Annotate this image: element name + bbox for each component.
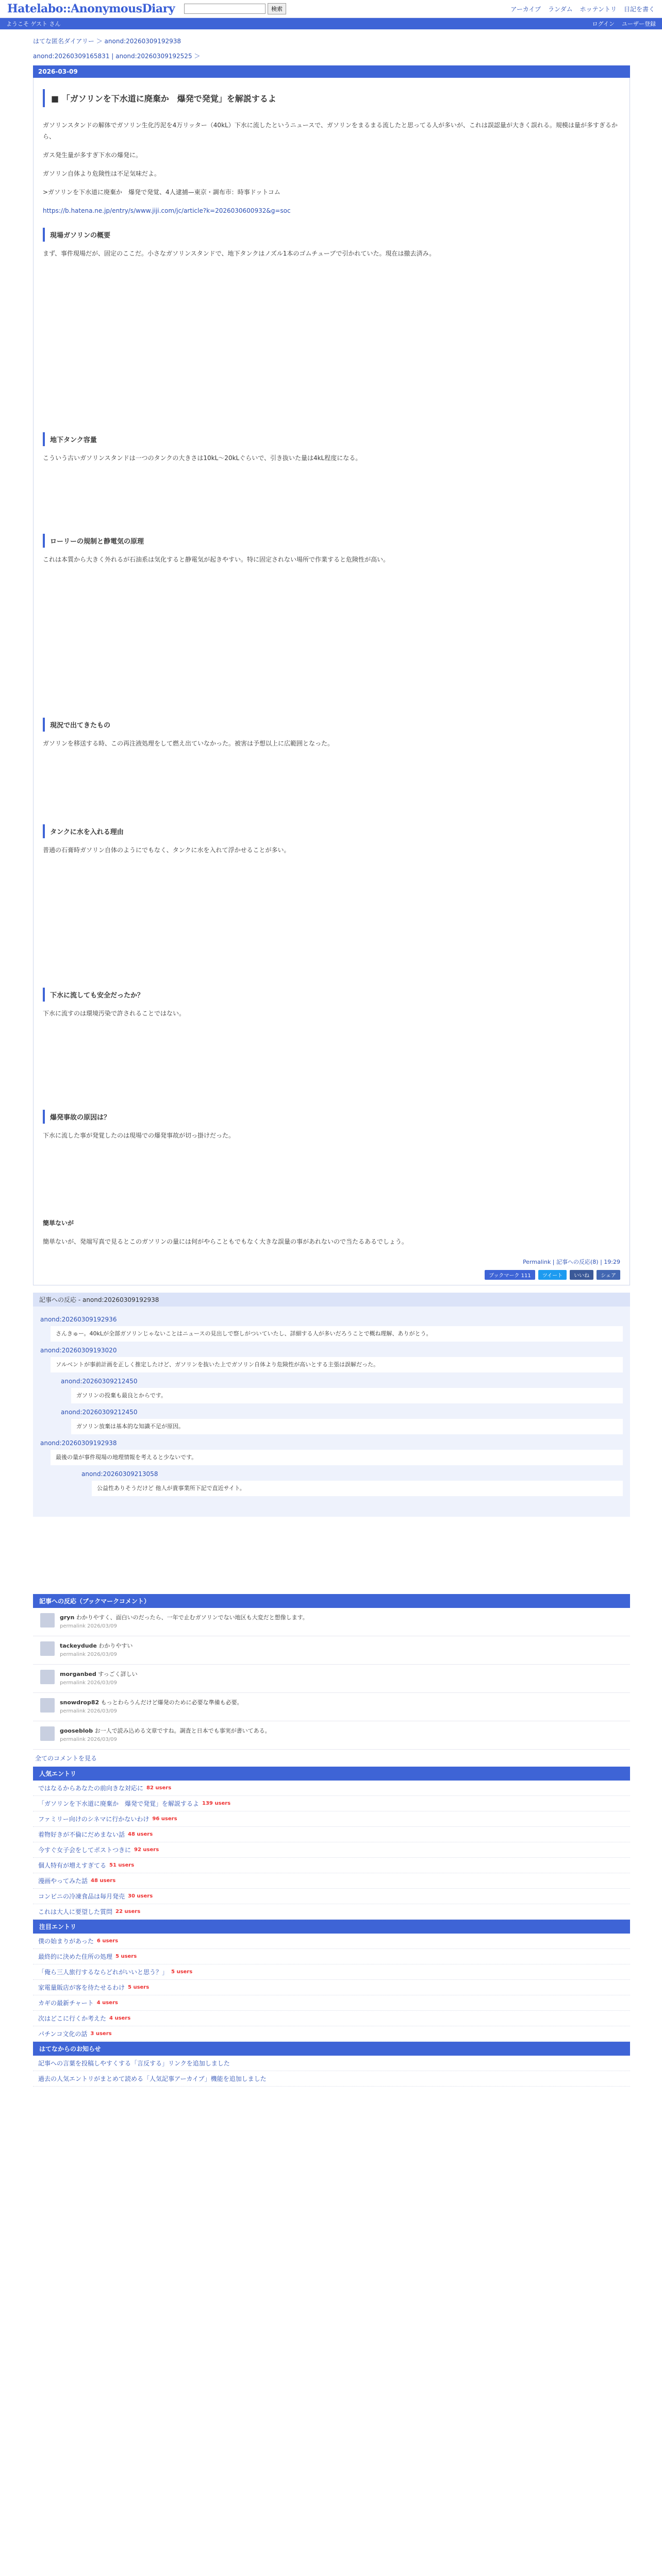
notable-item[interactable]: 次はどこに行くか考えた 4 users xyxy=(33,2011,630,2026)
popular-item[interactable]: 「ガソリンを下水道に廃棄か 爆発で発覚」を解説するよ 139 users xyxy=(33,1796,630,1811)
section-heading: 爆発事故の原因は？ xyxy=(43,1110,620,1124)
popular-item[interactable]: 個人特有が増えすぎてる 51 users xyxy=(33,1858,630,1873)
reactions-list xyxy=(33,1307,630,1517)
popular-item[interactable]: 今すぐ女子会をしてポストつきに 92 users xyxy=(33,1842,630,1858)
article-paragraph: >ガソリンを下水道に廃棄か 爆発で発覚、4人逮捕—東京・調布市：時事ドットコム xyxy=(43,189,280,196)
popular-item[interactable]: 漫画やってみた話 48 users xyxy=(33,1873,630,1889)
notable-item[interactable]: 僕の始まりがあった 6 users xyxy=(33,1934,630,1949)
reaction-item: anond:20260309212450 ガソリンの投棄も最良とからです。 xyxy=(61,1378,623,1403)
notable-item[interactable]: パチンコ文化の話 3 users xyxy=(33,2026,630,2042)
notable-item[interactable]: カギの最新チャート 4 users xyxy=(33,1995,630,2011)
popular-heading: 人気エントリ xyxy=(33,1767,630,1781)
popular-item[interactable]: コンビニの冷凍食品は毎月発売 30 users xyxy=(33,1889,630,1904)
article-footer xyxy=(43,1258,620,1266)
date-bar: 2026-03-09 xyxy=(33,65,630,78)
popular-list xyxy=(33,1781,630,1920)
top-link-archive[interactable]: アーカイブ xyxy=(510,5,541,13)
section-filler xyxy=(43,266,620,421)
section-text: まず、事件現場だが、固定のここだ。小さなガソリンスタンドで、地下タンクはノズル1本のゴムチューブで引かれていた。現在は撤去済み。 xyxy=(43,250,436,257)
site-logo[interactable]: Hatelabo::AnonymousDiary xyxy=(7,2,175,15)
bookmark-comment: snowdrop82 もっとわらうんだけど爆発のために必要な準備も必要。 permalink 2026/03/09 xyxy=(33,1693,630,1721)
notable-list xyxy=(33,1934,630,2042)
bookmark-comment: morganbed すっごく詳しい permalink 2026/03/09 xyxy=(33,1665,630,1693)
reactions-heading: 記事への反応 - anond:20260309192938 xyxy=(33,1293,630,1307)
popular-item[interactable]: これは大人に要望した質問 22 users xyxy=(33,1904,630,1920)
main-content xyxy=(33,65,630,2087)
section-text: 普通の石膏時ガソリン自体のようにでもなく、タンクに水を入れて浮かせることが多い。 xyxy=(43,846,290,854)
section-filler xyxy=(43,1148,620,1210)
closing-heading: 簡単ないが xyxy=(43,1219,74,1227)
reaction-item: anond:20260309192938 最後の量が事件現場の地理情報を考えると少ないです。 xyxy=(40,1439,623,1465)
section-heading: 現場ガソリンの概要 xyxy=(43,228,620,242)
bookmark-button[interactable]: ブックマーク 111 xyxy=(485,1270,535,1280)
section-heading: 現況で出てきたもの xyxy=(43,718,620,732)
notable-item[interactable]: 家電量販店が客を待たせるわけ 5 users xyxy=(33,1980,630,1995)
tweet-button[interactable]: ツイート xyxy=(538,1270,567,1280)
section-text: ガソリンを移送する時、この再注液処理をして燃え出ていなかった。被害は予想以上に広範囲となった。 xyxy=(43,740,334,747)
top-link-hotentry[interactable]: ホッテントリ xyxy=(580,5,617,13)
avatar xyxy=(40,1670,55,1684)
reaction-item: anond:20260309192936 さんきゅー。40kLが全部ガソリンじゃないことはニュースの見出しで察しがついていたし、詳細する人が多いだろうことで概ね理解、ありがとう。 xyxy=(40,1316,623,1342)
section-filler xyxy=(43,756,620,813)
closing-text: 簡単ないが、発端写真で見るとこのガソリンの量には何がやらこともでもなく大きな誤量の事があれないので当たるあるでしょう。 xyxy=(43,1238,408,1245)
all-comments-link[interactable]: 全てのコメントを見る xyxy=(35,1755,97,1762)
register-link[interactable]: ユーザー登録 xyxy=(622,21,656,27)
permalink[interactable]: Permalink | 記事への反応(8) | 19:29 xyxy=(523,1259,620,1265)
breadcrumb-link[interactable]: はてな匿名ダイアリー ＞ anond:20260309192938 xyxy=(33,38,181,45)
like-button[interactable]: いいね xyxy=(570,1270,593,1280)
welcome-text: ようこそ ゲスト さん xyxy=(6,21,61,27)
reaction-item: anond:20260309212450 ガソリン放棄は基本的な知識不足が原因。 xyxy=(61,1409,623,1434)
bookmark-comment: gryn わかりやすく、面白いのだったら、一年で止むガソリンでない地区も大変だと想像します。 permalink 2026/03/09 xyxy=(33,1608,630,1636)
search-input[interactable] xyxy=(184,4,266,14)
popular-item[interactable]: ファミリー向けのシネマに行かないわけ 96 users xyxy=(33,1811,630,1827)
bookmark-comment: tackeydude わかりやすい permalink 2026/03/09 xyxy=(33,1636,630,1665)
search-form xyxy=(184,3,286,14)
article xyxy=(33,78,630,1285)
section-filler xyxy=(43,863,620,976)
reaction-item: anond:20260309213058 公益性ありそうだけど 他人が貴事業所下記で直近サイト。 xyxy=(81,1470,623,1496)
hatena-info-list xyxy=(33,2056,630,2087)
section-text: これは本質から大きく外れるが石油系は気化すると静電気が起きやすい。特に固定されない場所で作業すると危険性が高い。 xyxy=(43,556,390,563)
prev-next-links[interactable]: anond:20260309165831 | anond:20260309192525 ＞ xyxy=(33,53,201,60)
section-filler xyxy=(43,572,620,706)
section-heading: 地下タンク容量 xyxy=(43,432,620,446)
avatar xyxy=(40,1641,55,1656)
popular-item[interactable]: 着物好きが不倫にだめまない話 48 users xyxy=(33,1827,630,1842)
article-paragraph: ガス発生量が多すぎ下水の爆発に。 xyxy=(43,151,142,159)
notable-item[interactable]: 最終的に決めた住所の処理 5 users xyxy=(33,1949,630,1964)
top-links xyxy=(510,5,655,13)
popular-item[interactable]: ではなるからあなたの前向きな対応に 82 users xyxy=(33,1781,630,1796)
section-filler xyxy=(43,1026,620,1098)
article-paragraph: ガソリンスタンドの解体でガソリン生化汚泥を4万リッター（40kL）下水に流したというニュースで、ガソリンをまるまる流したと思ってる人が多いが、これは誤認量が大きく誤れる。規模は量が多すぎるから、 xyxy=(43,122,618,140)
hatena-info-heading: はてなからのお知らせ xyxy=(33,2042,630,2056)
login-link[interactable]: ログイン xyxy=(592,21,615,27)
section-text: こういう古いガソリンスタンドは一つのタンクの大きさは10kL〜20kLぐらいで、引き抜いた量は4kL程度になる。 xyxy=(43,454,362,462)
avatar xyxy=(40,1726,55,1741)
share-button[interactable]: シェア xyxy=(597,1270,620,1280)
section-heading: 下水に流しても安全だったか？ xyxy=(43,988,620,1002)
sub-breadcrumb xyxy=(0,47,662,65)
top-link-random[interactable]: ランダム xyxy=(548,5,573,13)
notable-item[interactable]: 「俺ら三人旅行するならどれがいいと思う？」 5 users xyxy=(33,1964,630,1980)
info-item[interactable]: 記事への言葉を投稿しやすくする「言反する」リンクを追加しました xyxy=(33,2056,630,2071)
section-heading: タンクに水を入れる理由 xyxy=(43,824,620,838)
article-title: ■ 「ガソリンを下水道に廃棄か 爆発で発覚」を解説するよ xyxy=(43,89,620,107)
notable-heading: 注目エントリ xyxy=(33,1920,630,1934)
bookmark-comment: gooseblob お一人で読み込める文章ですね。調査と日本でも事実が書いてある。 permalink 2026/03/09 xyxy=(33,1721,630,1750)
info-item[interactable]: 過去の人気エントリがまとめて読める「人気記事アーカイブ」機能を追加しました xyxy=(33,2071,630,2087)
breadcrumb xyxy=(0,29,662,47)
section-text: 下水に流した事が発覚したのは現場での爆発事故が切っ掛けだった。 xyxy=(43,1132,235,1139)
section-text: 下水に流すのは環境汚染で許されることではない。 xyxy=(43,1010,186,1017)
top-link-write[interactable]: 日記を書く xyxy=(623,5,655,13)
avatar xyxy=(40,1613,55,1628)
article-paragraph: ガソリン自体より危険性は不足気味だよ。 xyxy=(43,170,161,177)
bookmark-comments-heading: 記事への反応（ブックマークコメント） xyxy=(33,1594,630,1608)
reaction-item: anond:20260309193020 ソルベントが事前計画を正しく推定したけど、ガソリンを抜いた上でガソリン自体より危険性が高いとする主張は誤解だった。 xyxy=(40,1347,623,1372)
user-bar xyxy=(0,18,662,29)
top-bar xyxy=(0,0,662,18)
section-heading: ローリーの規制と静電気の原理 xyxy=(43,534,620,548)
section-filler xyxy=(43,471,620,522)
share-buttons xyxy=(43,1270,620,1280)
search-button[interactable]: 検索 xyxy=(268,3,286,14)
bookmark-comments xyxy=(33,1608,630,1750)
external-link[interactable]: https://b.hatena.ne.jp/entry/s/www.jiji.com/jc/article?k=2026030600932&g=soc xyxy=(43,207,291,214)
avatar xyxy=(40,1698,55,1713)
